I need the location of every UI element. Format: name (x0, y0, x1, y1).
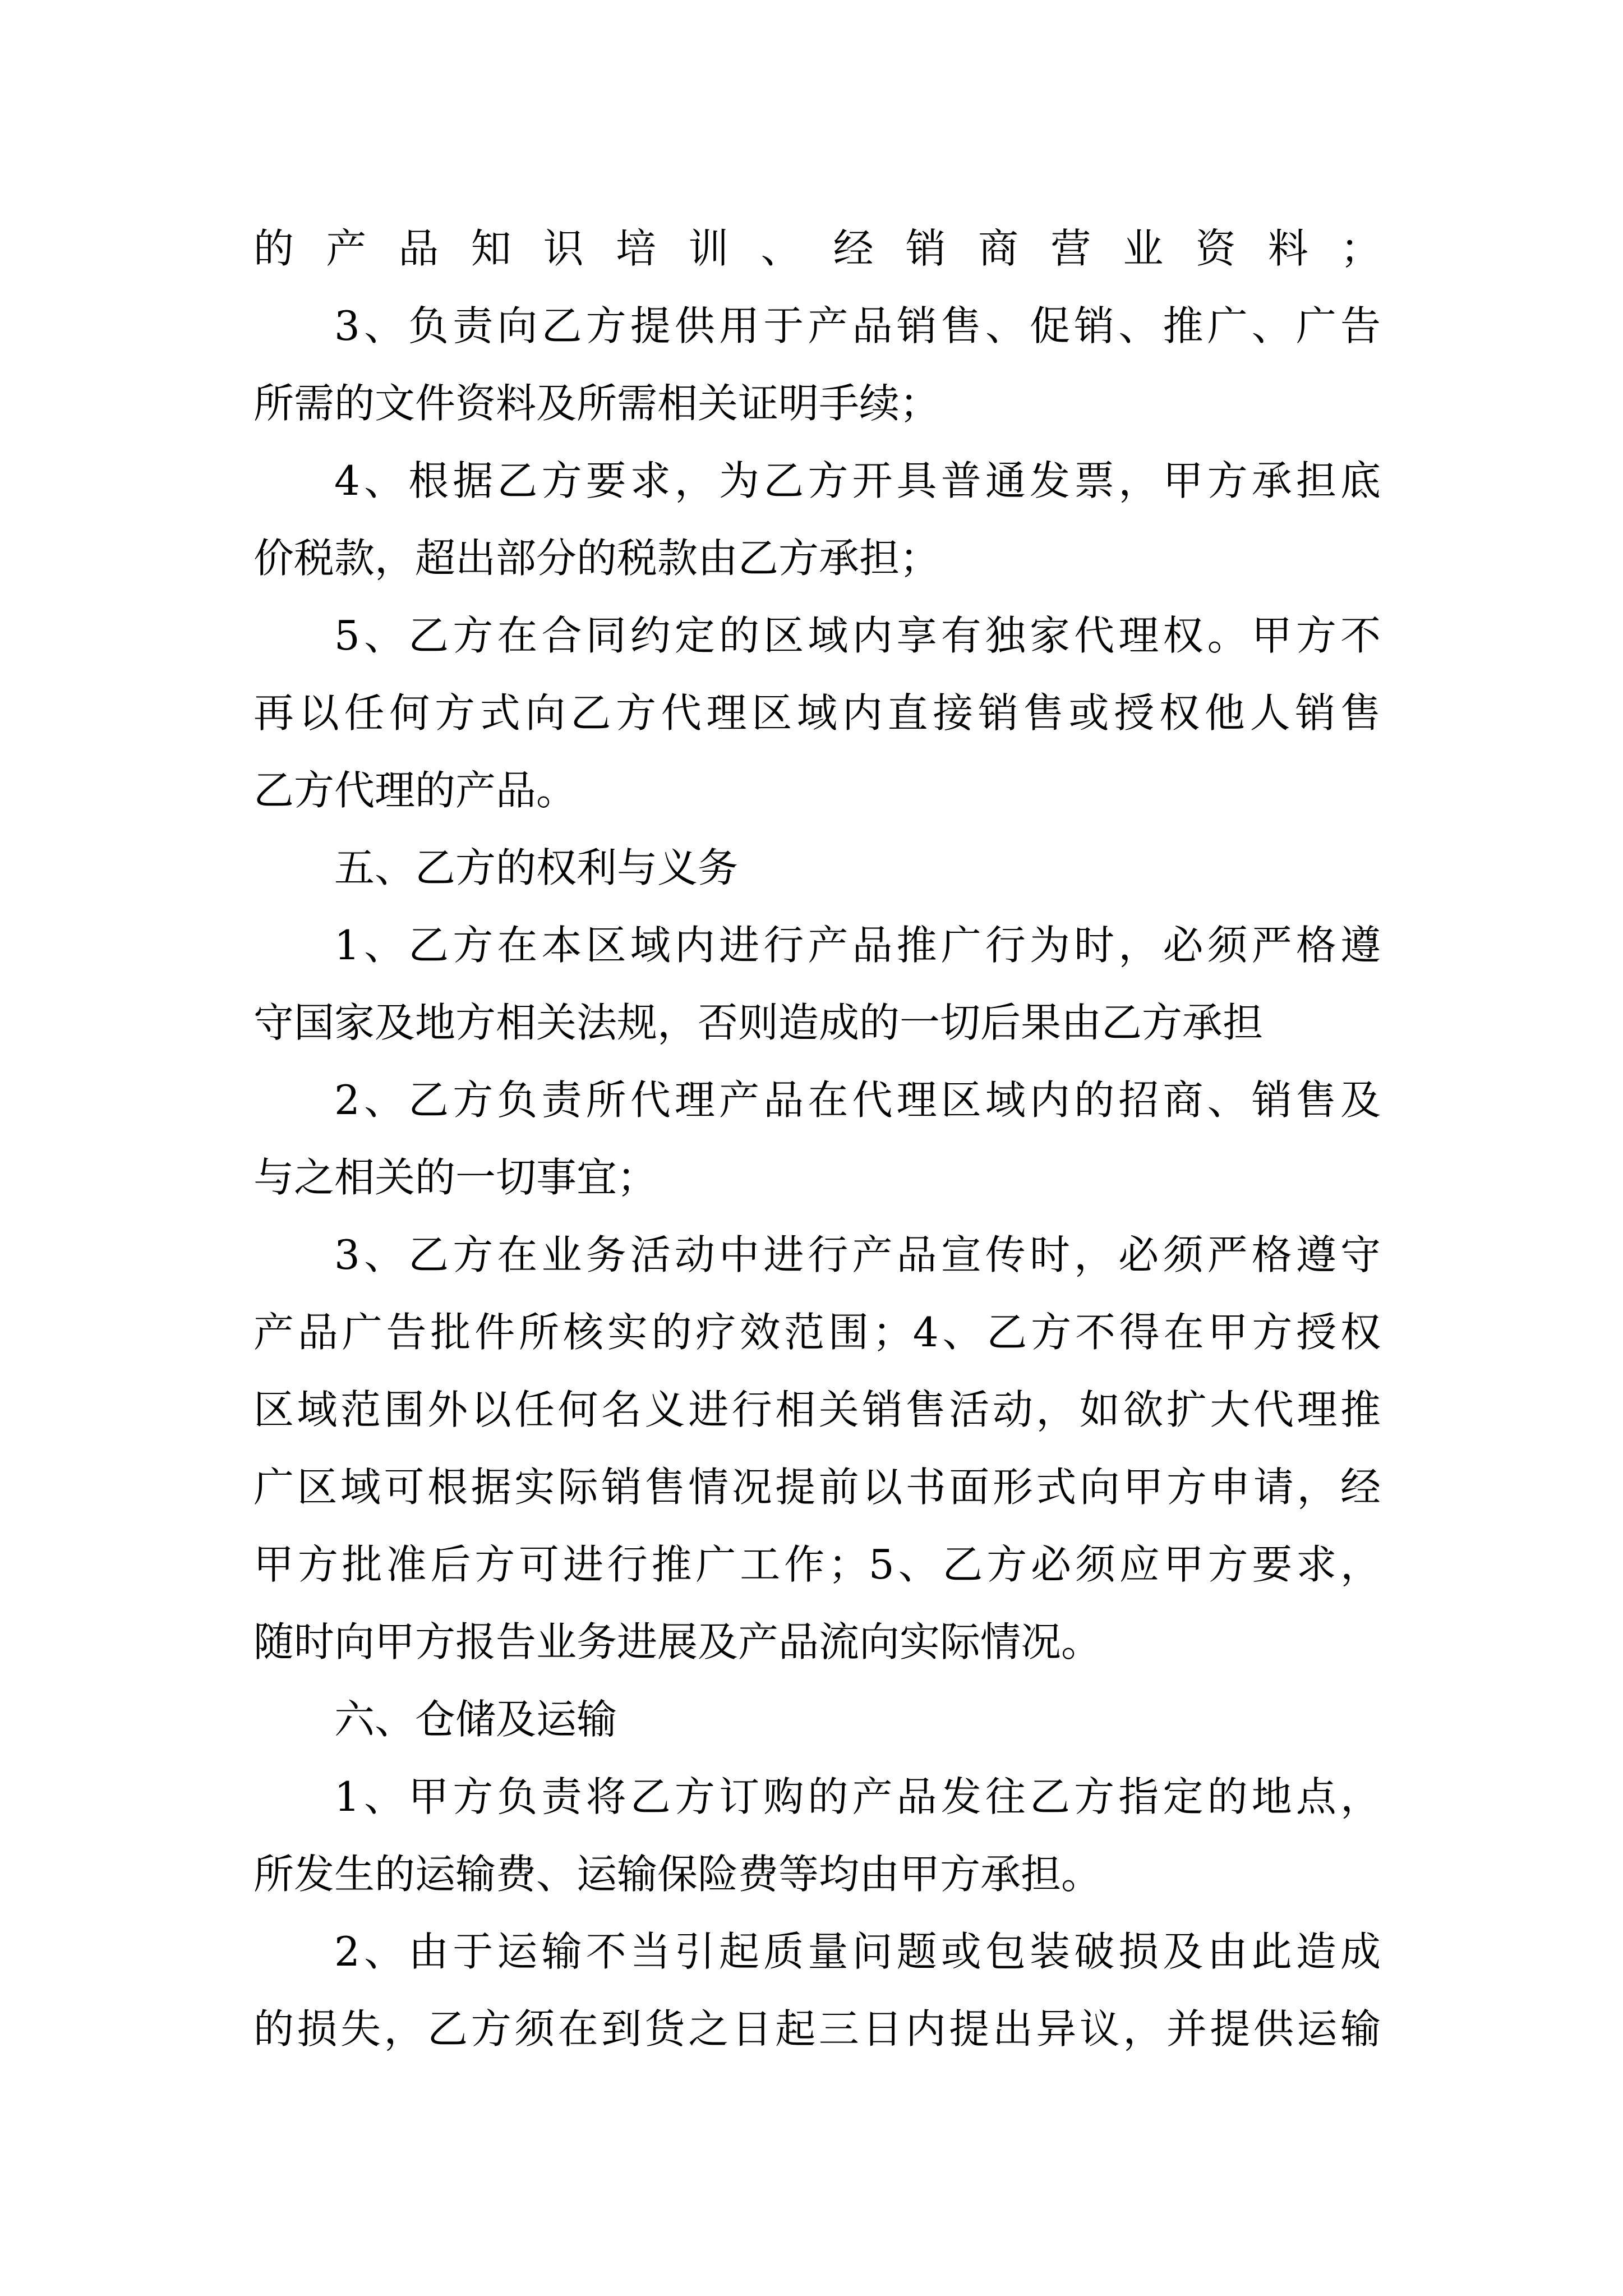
text-line: 所发生的运输费、运输保险费等均由甲方承担。 (253, 1851, 1102, 1898)
section-heading: 六、仓储及运输 (334, 1696, 617, 1743)
text-line: 4、根据乙方要求，为乙方开具普通发票，甲方承担底 (334, 457, 1381, 504)
text-line: 的损失，乙方须在到货之日起三日内提出异议，并提供运输 (253, 2005, 1381, 2053)
text-line: 2、由于运输不当引起质量问题或包装破损及由此造成 (334, 1928, 1381, 1975)
contract-body-text (253, 210, 1381, 2068)
text-line: 的产品知识培训、经销商营业资料； (253, 225, 1381, 272)
text-line: 1、甲方负责将乙方订购的产品发往乙方指定的地点， (334, 1773, 1381, 1820)
text-line: 再以任何方式向乙方代理区域内直接销售或授权他人销售 (253, 689, 1381, 737)
text-line: 乙方代理的产品。 (253, 767, 577, 814)
text-line: 5、乙方在合同约定的区域内享有独家代理权。甲方不 (334, 612, 1381, 659)
text-line: 3、负责向乙方提供用于产品销售、促销、推广、广告 (334, 302, 1381, 349)
text-line: 价税款，超出部分的税款由乙方承担； (253, 535, 940, 582)
section-heading: 五、乙方的权利与义务 (334, 844, 739, 891)
text-line: 广区域可根据实际销售情况提前以书面形式向甲方申请，经 (253, 1464, 1381, 1511)
text-line: 随时向甲方报告业务进展及产品流向实际情况。 (253, 1618, 1102, 1665)
text-line: 2、乙方负责所代理产品在代理区域内的招商、销售及 (334, 1076, 1381, 1124)
text-line: 守国家及地方相关法规，否则造成的一切后果由乙方承担 (253, 999, 1264, 1046)
text-line: 3、乙方在业务活动中进行产品宣传时，必须严格遵守 (334, 1231, 1381, 1278)
text-line: 1、乙方在本区域内进行产品推广行为时，必须严格遵 (334, 922, 1381, 969)
text-line: 所需的文件资料及所需相关证明手续； (253, 380, 940, 427)
text-line: 与之相关的一切事宜； (253, 1154, 658, 1201)
text-line: 区域范围外以任何名义进行相关销售活动，如欲扩大代理推 (253, 1386, 1381, 1433)
text-line: 产品广告批件所核实的疗效范围；4、乙方不得在甲方授权 (253, 1309, 1381, 1356)
text-line: 甲方批准后方可进行推广工作；5、乙方必须应甲方要求， (253, 1541, 1381, 1588)
